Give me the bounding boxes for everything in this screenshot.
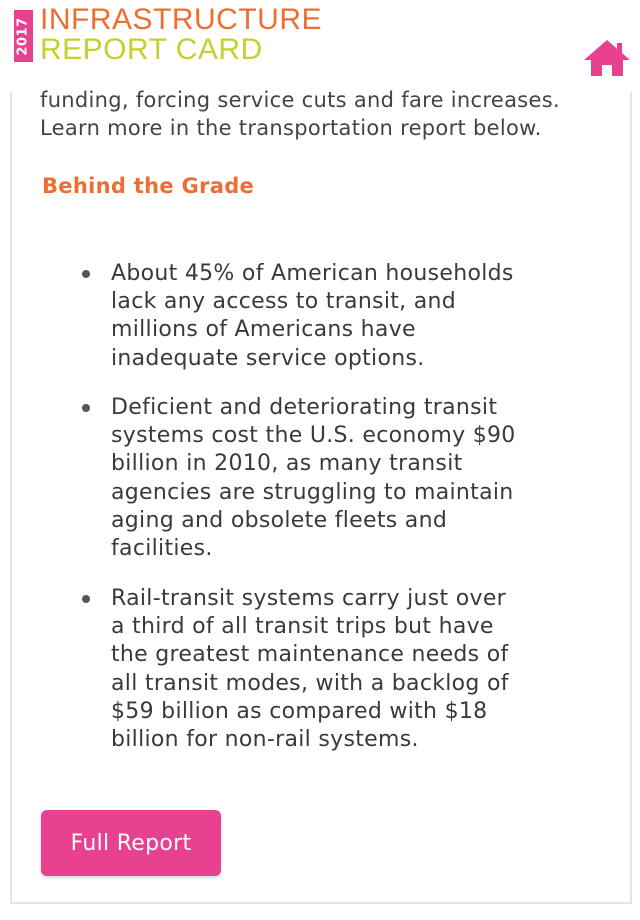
bullet-dot-icon [82, 270, 90, 278]
home-icon[interactable] [582, 38, 632, 78]
intro-line: funding, forcing service cuts and fare increases. [40, 88, 560, 112]
text-line: a third of all transit trips but have [111, 614, 494, 640]
text-line: Deficient and deteriorating transit [111, 395, 498, 420]
text-line: agencies are struggling to maintain [111, 479, 514, 505]
text-line: systems cost the U.S. economy $90 [111, 423, 516, 449]
year-badge [14, 10, 33, 62]
text-line: all transit modes, with a backlog of [111, 670, 509, 696]
text-line: inadequate service options. [111, 345, 425, 371]
text-line: Rail-transit systems carry just over [111, 586, 507, 611]
text-line: lack any access to transit, and [111, 289, 457, 315]
text-line: facilities. [111, 536, 213, 562]
intro-text [40, 86, 600, 142]
bullet-dot-icon [82, 595, 90, 603]
text-line: the greatest maintenance needs of [111, 642, 509, 668]
text-line: $59 billion as compared with $18 [111, 698, 488, 724]
intro-line: Learn more in the transportation report below. [40, 116, 542, 140]
list-item-text [111, 260, 581, 373]
text-line: About 45% of American households [111, 261, 514, 286]
text-line: millions of Americans have [111, 317, 416, 343]
full-report-button[interactable]: Full Report [41, 810, 221, 876]
year-label: 2017 [16, 16, 31, 56]
brand-title-line2[interactable]: REPORT CARD [40, 33, 263, 66]
app-header [0, 0, 640, 92]
text-line: billion for non-rail systems. [111, 727, 419, 753]
text-line: aging and obsolete fleets and [111, 507, 448, 533]
bullet-dot-icon [82, 404, 90, 412]
section-title-behind-the-grade: Behind the Grade [42, 174, 255, 198]
brand-title-line1[interactable]: INFRASTRUCTURE [40, 3, 322, 36]
list-item-text [111, 394, 581, 563]
list-item-text [111, 585, 581, 754]
text-line: billion in 2010, as many transit [111, 451, 463, 477]
